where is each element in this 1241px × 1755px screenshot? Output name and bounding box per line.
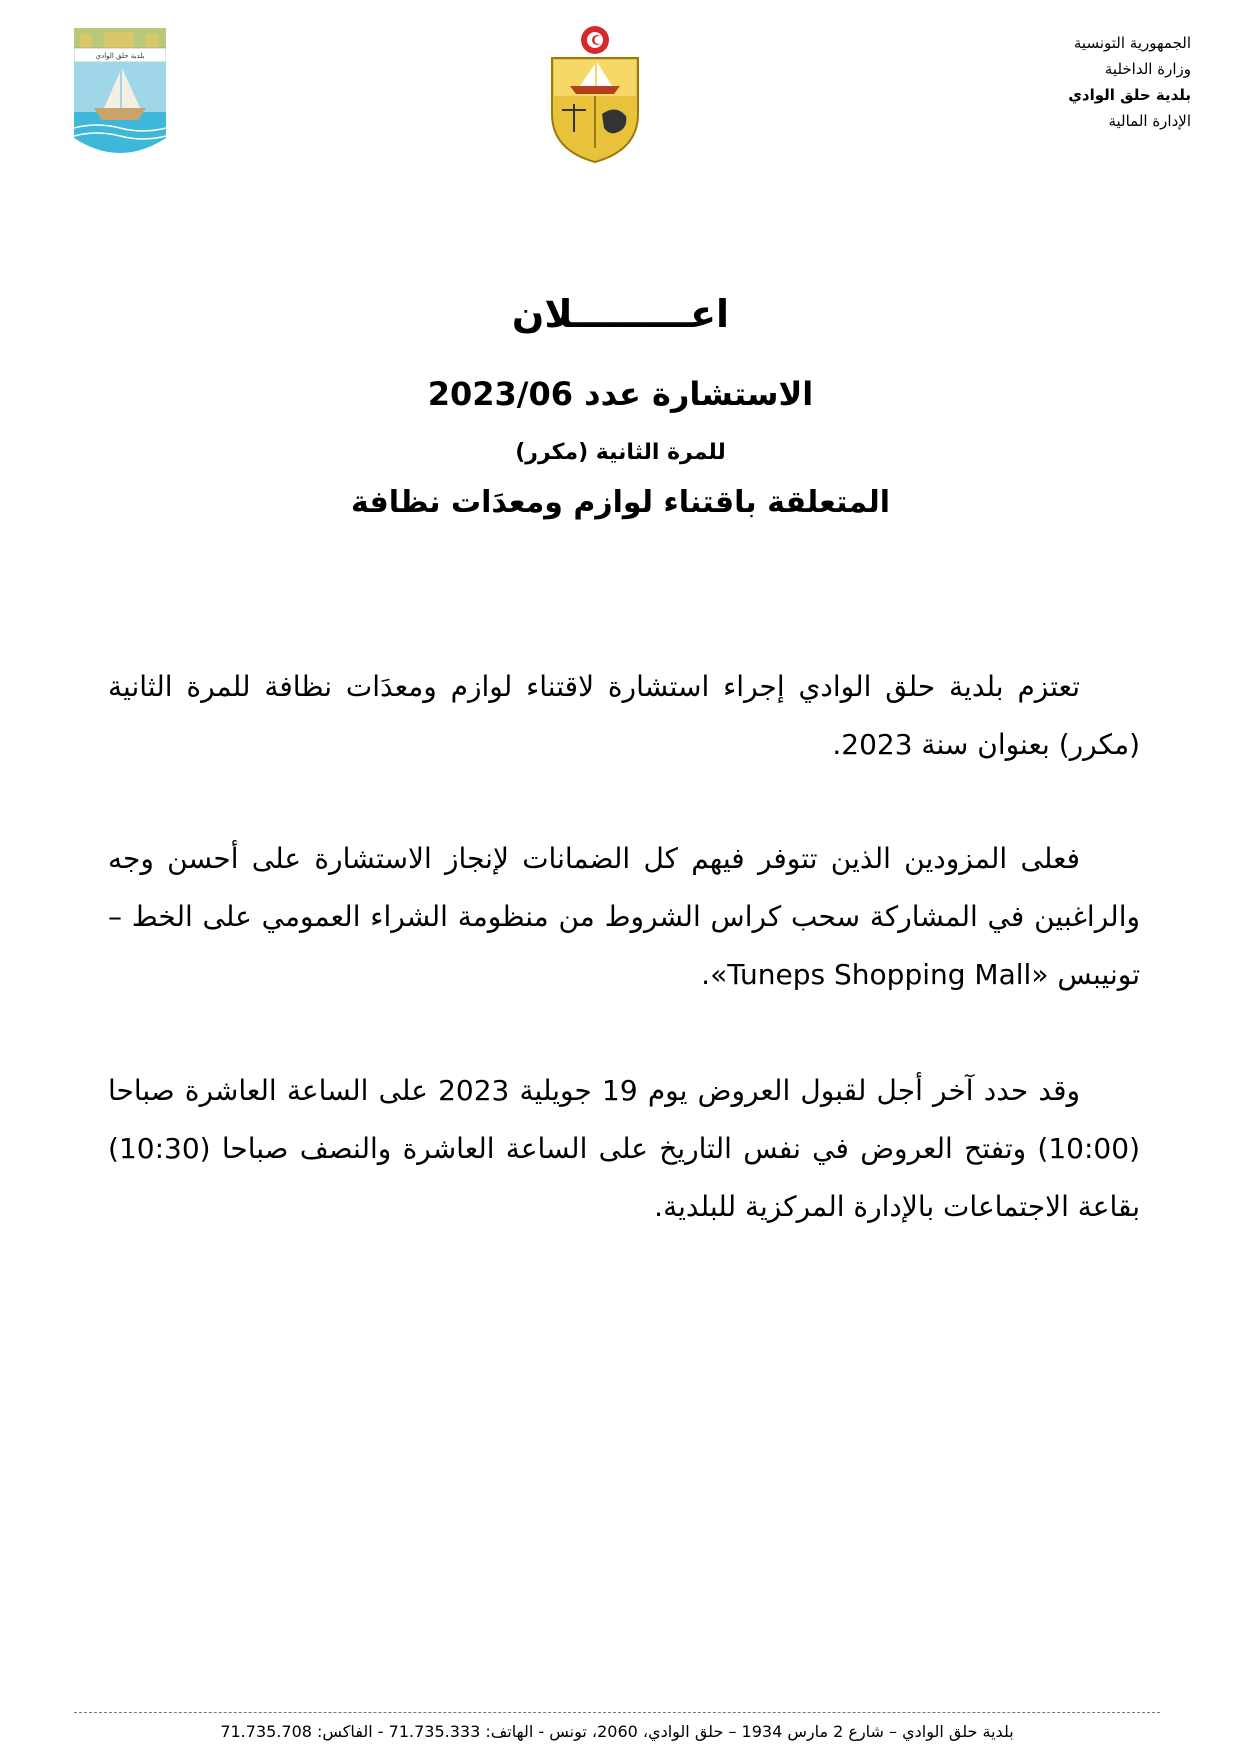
municipality-logo <box>74 28 166 160</box>
consultation-round: للمرة الثانية (مكرر) <box>515 440 726 465</box>
paragraph-suppliers <box>108 830 1140 1004</box>
paragraph-deadline <box>108 1062 1140 1236</box>
header-republic: الجمهورية التونسية <box>1073 34 1191 52</box>
paragraph-intro-text: تعتزم بلدية حلق الوادي إجراء استشارة لاقتناء لوازم ومعدَات نظافة للمرة الثانية (مكرر) بعنوان سنة 2023. <box>108 670 1140 761</box>
header-ministry: وزارة الداخلية <box>1104 60 1191 78</box>
consultation-number: الاستشارة عدد 2023/06 <box>427 375 814 413</box>
header-block <box>931 30 1191 134</box>
logo-caption: بلدية حلق الوادي <box>95 52 145 60</box>
header-municipality: بلدية حلق الوادي <box>1068 86 1191 104</box>
paragraph-deadline-text: وقد حدد آخر أجل لقبول العروض يوم 19 جويلية 2023 على الساعة العاشرة صباحا (10:00) وتفتح العروض في نفس التاريخ على الساعة العاشرة والنصف صباحا (10:30) بقاعة الاجتماعات بالإدارة المركزية للبلدية. <box>108 1074 1140 1223</box>
paragraph-intro <box>108 658 1140 774</box>
footer-address: بلدية حلق الوادي – شارع 2 مارس 1934 – حلق الوادي، 2060، تونس - الهاتف: 71.735.333 - الفاكس: 71.735.708 <box>220 1722 1014 1741</box>
consultation-subject: المتعلقة باقتناء لوازم ومعدَات نظافة <box>350 485 891 520</box>
header-department: الإدارة المالية <box>1108 112 1191 130</box>
footer-divider <box>74 1712 1160 1713</box>
coat-of-arms-icon <box>540 24 650 164</box>
paragraph-suppliers-text: فعلى المزودين الذين تتوفر فيهم كل الضمانات لإنجاز الاستشارة على أحسن وجه والراغبين في المشاركة سحب كراس الشروط من منظومة الشراء العمومي على الخط – تونيبس «Tuneps Shopping Mall». <box>108 842 1140 991</box>
announcement-title: اعـــــــــلان <box>511 292 730 336</box>
